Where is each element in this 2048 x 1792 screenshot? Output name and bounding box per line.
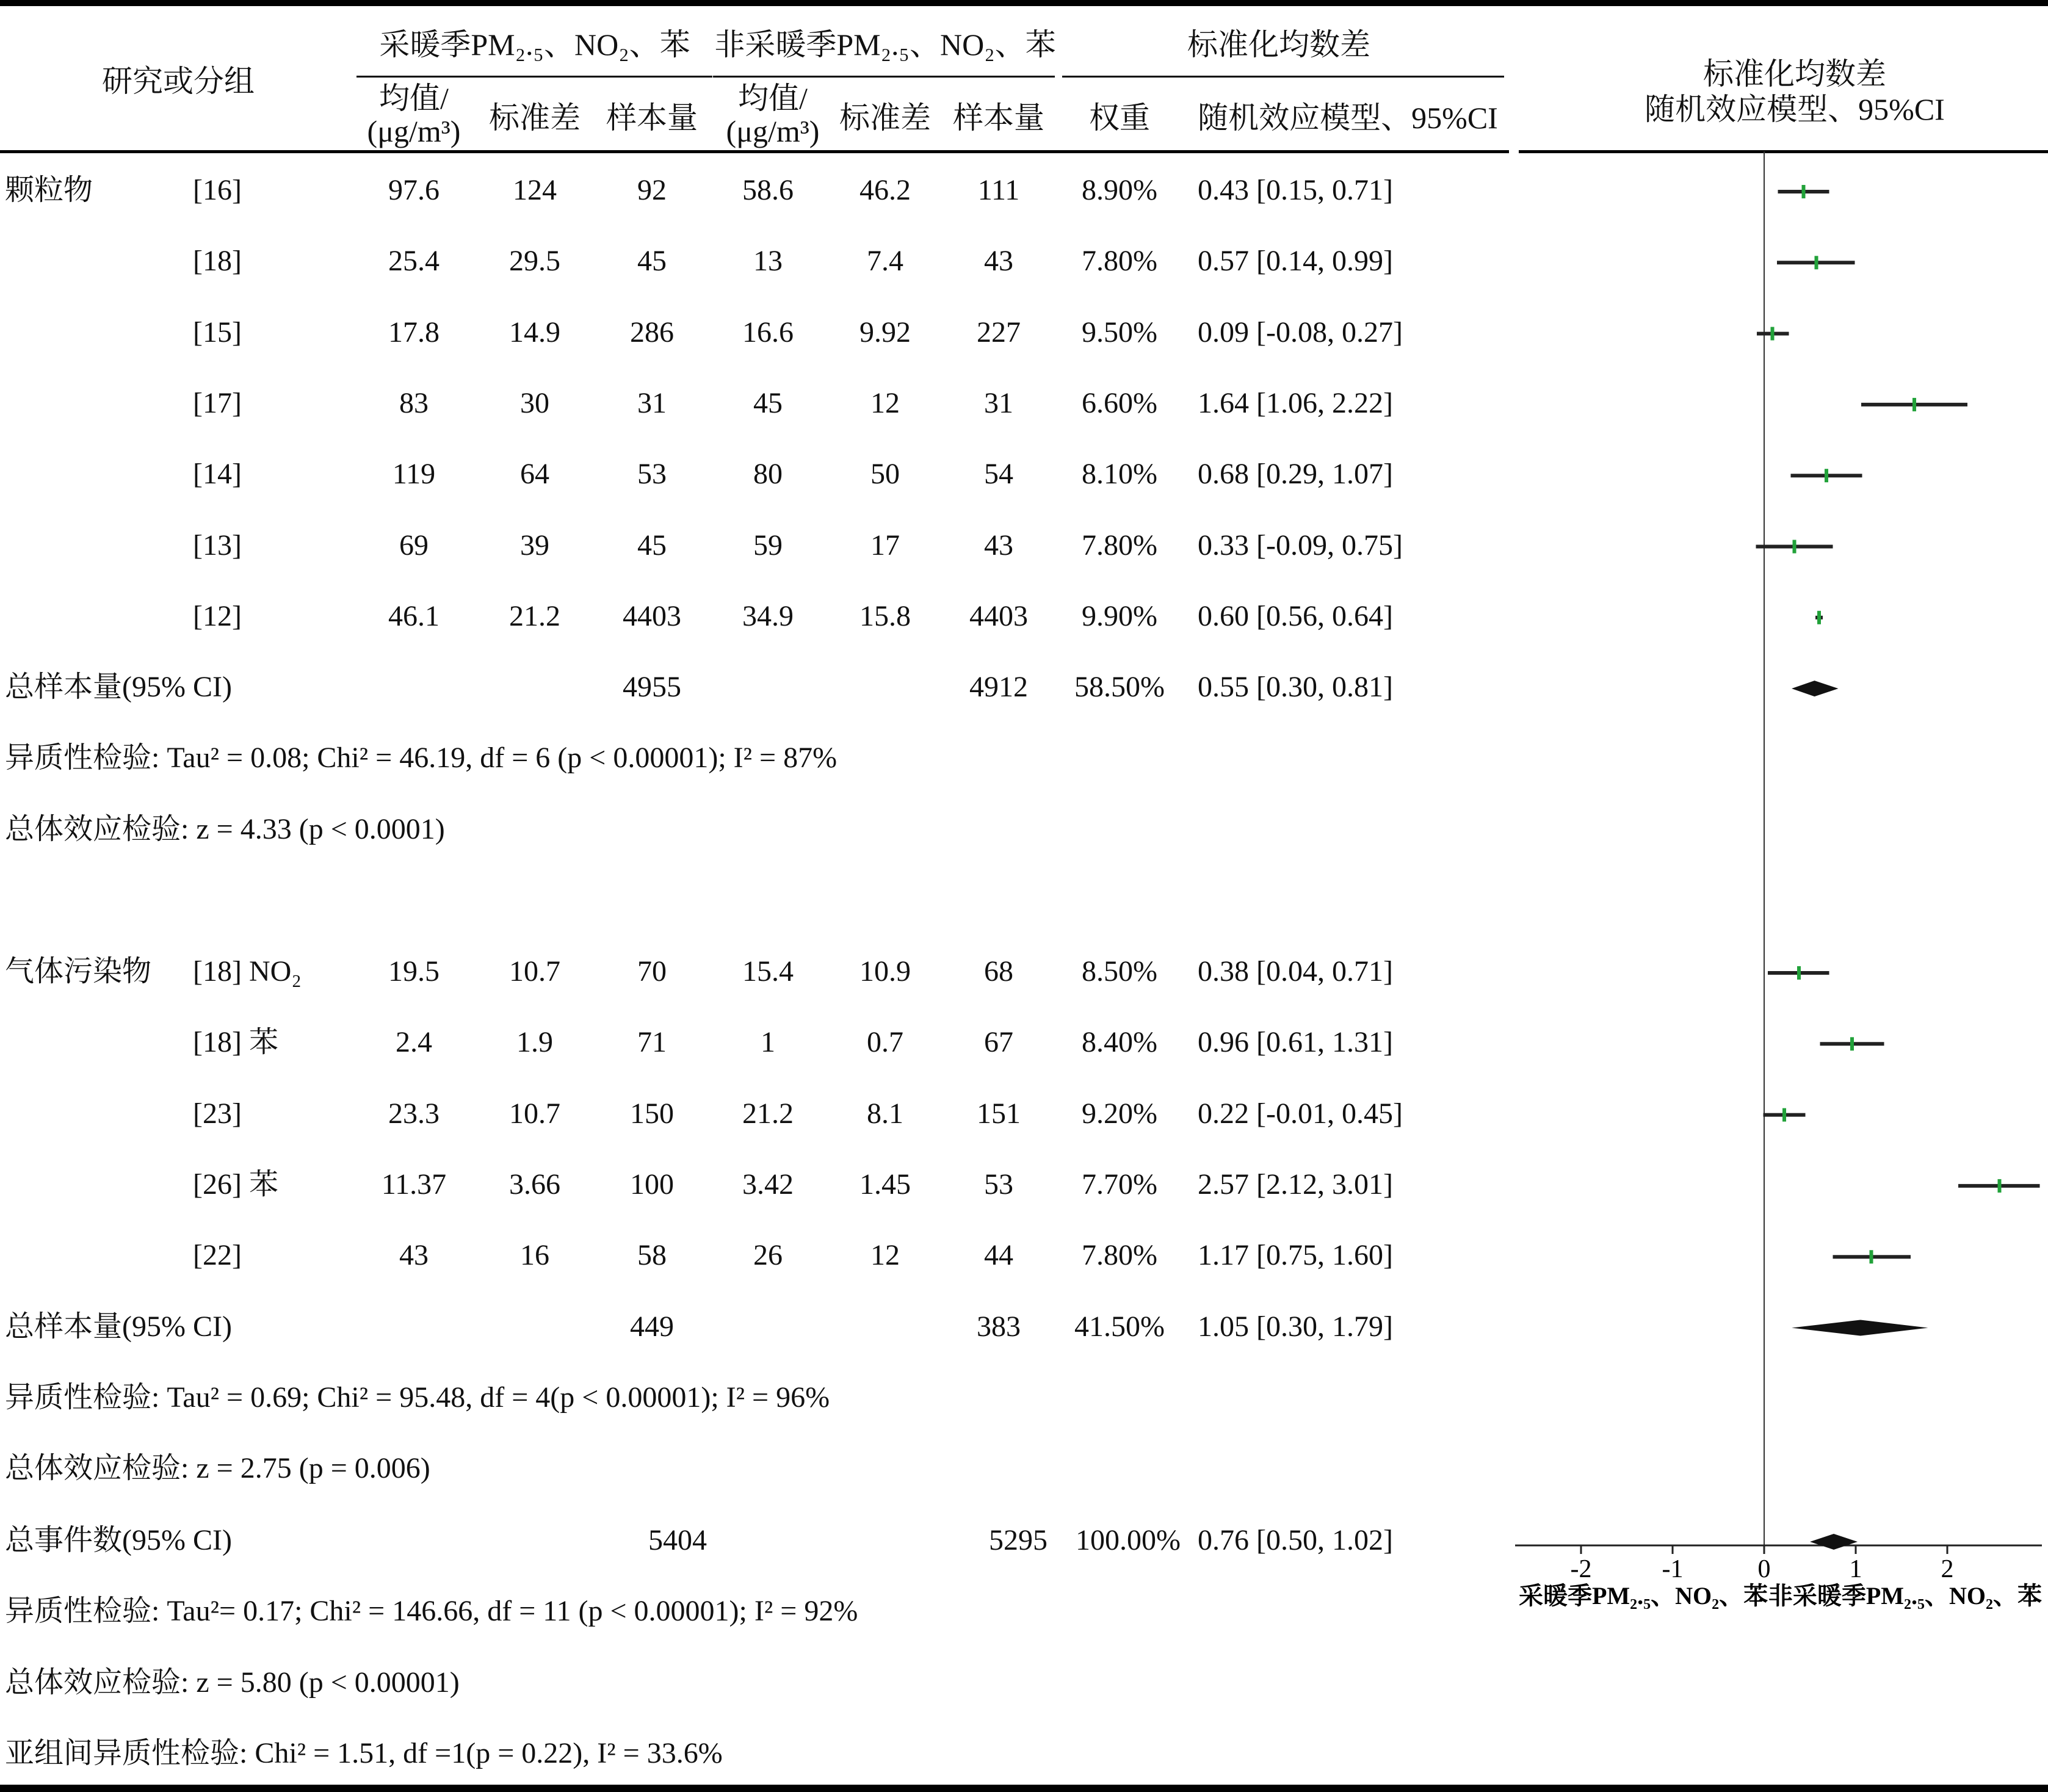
subtotal-ci: 1.05 [0.30, 1.79] — [1198, 1310, 1393, 1343]
g1-sd-header: 标准差 — [489, 101, 581, 135]
grand-total-ci: 0.76 [0.50, 1.02] — [1198, 1524, 1393, 1556]
cell-m1: 97.6 — [388, 174, 440, 206]
cell-weight: 8.40% — [1082, 1026, 1157, 1059]
cell-weight: 9.20% — [1082, 1097, 1157, 1130]
cell-n2: 31 — [984, 386, 1013, 419]
cell-sd1: 21.2 — [509, 599, 560, 632]
overall-effect-test: 总体效应检验: z = 4.33 (p < 0.0001) — [5, 812, 445, 845]
subtotal-ci: 0.55 [0.30, 0.81] — [1198, 671, 1393, 704]
cell-ci: 0.57 [0.14, 0.99] — [1198, 245, 1393, 278]
cell-m2: 59 — [753, 529, 783, 562]
point-estimate — [1815, 256, 1818, 269]
x-tick-label: -1 — [1662, 1555, 1684, 1583]
g1-n-header: 样本量 — [606, 101, 698, 135]
group2-title: 非采暖季PM₂.₅、NO₂、苯 — [714, 27, 1056, 62]
x-label-left: 采暖季PM₂.₅、NO₂、苯 — [1519, 1582, 1768, 1610]
cell-n2: 43 — [984, 529, 1013, 562]
cell-sd1: 124 — [513, 174, 557, 206]
cell-ci: 1.17 [0.75, 1.60] — [1198, 1239, 1393, 1272]
cell-sd2: 10.9 — [859, 955, 911, 988]
cell-m1: 119 — [392, 458, 436, 491]
study-label: [18] — [193, 245, 242, 278]
g2-sd-header: 标准差 — [839, 101, 931, 135]
point-estimate — [1850, 1037, 1854, 1050]
cell-weight: 7.80% — [1082, 245, 1157, 278]
point-estimate — [1870, 1250, 1873, 1263]
cell-weight: 9.90% — [1082, 599, 1157, 632]
cell-n2: 151 — [977, 1097, 1021, 1130]
study-label: [14] — [193, 458, 242, 491]
cell-sd2: 8.1 — [867, 1097, 903, 1130]
study-label: [15] — [193, 316, 242, 349]
study-label: [18] 苯 — [193, 1026, 278, 1059]
cell-n2: 43 — [984, 245, 1013, 278]
cell-n2: 67 — [984, 1026, 1013, 1059]
g1-mean-header-l2: (μg/m³) — [367, 114, 461, 148]
heterogeneity-test: 异质性检验: Tau² = 0.08; Chi² = 46.19, df = 6 (p < 0.00001); I² = 87% — [5, 742, 838, 775]
grand-total-n1: 5404 — [648, 1524, 707, 1556]
grand-total-weight: 100.00% — [1076, 1524, 1181, 1556]
x-label-right: 非采暖季PM₂.₅、NO₂、苯 — [1768, 1582, 2042, 1610]
cell-sd2: 50 — [870, 458, 900, 491]
cell-m1: 17.8 — [388, 316, 440, 349]
grand-heterogeneity-test: 异质性检验: Tau²= 0.17; Chi² = 146.66, df = 11 (p < 0.00001); I² = 92% — [5, 1595, 858, 1628]
heterogeneity-test: 异质性检验: Tau² = 0.69; Chi² = 95.48, df = 4(p < 0.00001); I² = 96% — [5, 1381, 830, 1414]
cell-sd1: 1.9 — [516, 1026, 553, 1059]
cell-m2: 45 — [753, 386, 783, 419]
plot-title-line1: 标准化均数差 — [1703, 57, 1886, 91]
group1-title: 采暖季PM₂.₅、NO₂、苯 — [379, 27, 690, 62]
cell-n1: 45 — [637, 529, 667, 562]
cell-n2: 227 — [977, 316, 1021, 349]
study-label: [26] 苯 — [193, 1168, 278, 1201]
cell-n1: 92 — [637, 174, 667, 206]
subgroup-difference-test: 亚组间异质性检验: Chi² = 1.51, df =1(p = 0.22), I² = 33.6% — [5, 1736, 723, 1769]
cell-sd2: 12 — [870, 386, 900, 419]
cell-m2: 16.6 — [742, 316, 794, 349]
cell-ci: 0.43 [0.15, 0.71] — [1198, 174, 1393, 206]
summary-diamond — [1792, 681, 1839, 696]
cell-weight: 9.50% — [1082, 316, 1157, 349]
cell-weight: 8.90% — [1082, 174, 1157, 206]
cell-weight: 7.80% — [1082, 529, 1157, 562]
x-tick-label: 2 — [1941, 1555, 1954, 1583]
study-column-header: 研究或分组 — [102, 64, 255, 98]
cell-sd1: 16 — [520, 1239, 549, 1272]
cell-n1: 150 — [630, 1097, 674, 1130]
cell-m2: 15.4 — [742, 955, 794, 988]
cell-ci: 0.22 [-0.01, 0.45] — [1198, 1097, 1403, 1130]
cell-n1: 71 — [637, 1026, 667, 1059]
grand-total-label: 总事件数(95% CI) — [5, 1524, 232, 1556]
cell-m2: 58.6 — [742, 174, 794, 206]
g2-n-header: 样本量 — [953, 101, 1044, 135]
cell-weight: 7.70% — [1082, 1168, 1157, 1201]
point-estimate — [1998, 1179, 2002, 1193]
study-label: [23] — [193, 1097, 242, 1130]
x-tick-label: 1 — [1849, 1555, 1862, 1583]
cell-m2: 80 — [753, 458, 783, 491]
cell-sd2: 12 — [870, 1239, 900, 1272]
study-label: [22] — [193, 1239, 242, 1272]
cell-ci: 0.96 [0.61, 1.31] — [1198, 1026, 1393, 1059]
cell-sd2: 1.45 — [859, 1168, 911, 1201]
point-estimate — [1793, 540, 1797, 554]
cell-sd2: 0.7 — [867, 1026, 903, 1059]
cell-sd1: 64 — [520, 458, 549, 491]
subtotal-n2: 4912 — [969, 671, 1028, 704]
cell-ci: 1.64 [1.06, 2.22] — [1198, 386, 1393, 419]
cell-n1: 58 — [637, 1239, 667, 1272]
subtotal-n1: 4955 — [623, 671, 681, 704]
cell-m1: 69 — [399, 529, 429, 562]
cell-n1: 31 — [637, 386, 667, 419]
cell-n1: 45 — [637, 245, 667, 278]
cell-weight: 8.10% — [1082, 458, 1157, 491]
g2-mean-header-l1: 均值/ — [738, 81, 808, 115]
summary-diamond — [1792, 1320, 1928, 1336]
cell-n2: 68 — [984, 955, 1013, 988]
study-label: [13] — [193, 529, 242, 562]
cell-sd2: 17 — [870, 529, 900, 562]
study-label: [12] — [193, 599, 242, 632]
point-estimate — [1912, 398, 1916, 411]
cell-m1: 43 — [399, 1239, 429, 1272]
cell-ci: 0.09 [-0.08, 0.27] — [1198, 316, 1403, 349]
cell-ci: 0.33 [-0.09, 0.75] — [1198, 529, 1403, 562]
x-tick-label: 0 — [1757, 1555, 1771, 1583]
ci-header: 随机效应模型、95%CI — [1198, 101, 1498, 135]
point-estimate — [1817, 611, 1821, 624]
cell-m2: 21.2 — [742, 1097, 794, 1130]
cell-sd2: 7.4 — [867, 245, 903, 278]
cell-m1: 23.3 — [388, 1097, 440, 1130]
cell-ci: 0.68 [0.29, 1.07] — [1198, 458, 1393, 491]
point-estimate — [1797, 966, 1801, 980]
cell-n1: 286 — [630, 316, 674, 349]
cell-sd1: 3.66 — [509, 1168, 560, 1201]
cell-weight: 6.60% — [1082, 386, 1157, 419]
cell-ci: 2.57 [2.12, 3.01] — [1198, 1168, 1393, 1201]
cell-m1: 46.1 — [388, 599, 440, 632]
cell-m2: 13 — [753, 245, 783, 278]
cell-sd1: 14.9 — [509, 316, 560, 349]
cell-m1: 2.4 — [396, 1026, 432, 1059]
group-name: 颗粒物 — [5, 174, 93, 206]
cell-m1: 11.37 — [381, 1168, 447, 1201]
cell-sd2: 15.8 — [859, 599, 911, 632]
cell-n2: 4403 — [969, 599, 1028, 632]
cell-sd1: 10.7 — [509, 955, 560, 988]
cell-n2: 54 — [984, 458, 1013, 491]
cell-sd1: 39 — [520, 529, 549, 562]
grand-overall-effect-test: 总体效应检验: z = 5.80 (p < 0.00001) — [5, 1666, 460, 1699]
summary-diamond — [1810, 1534, 1858, 1550]
cell-ci: 0.60 [0.56, 0.64] — [1198, 599, 1393, 632]
cell-m1: 83 — [399, 386, 429, 419]
weight-header: 权重 — [1089, 101, 1150, 135]
point-estimate — [1802, 185, 1806, 198]
cell-n1: 100 — [630, 1168, 674, 1201]
cell-n1: 70 — [637, 955, 667, 988]
cell-n2: 53 — [984, 1168, 1013, 1201]
cell-sd1: 30 — [520, 386, 549, 419]
study-label: [16] — [193, 174, 242, 206]
study-label: [18] NO₂ — [193, 955, 302, 988]
cell-weight: 7.80% — [1082, 1239, 1157, 1272]
x-tick-label: -2 — [1570, 1555, 1592, 1583]
subtotal-weight: 41.50% — [1074, 1310, 1165, 1343]
point-estimate — [1782, 1108, 1786, 1122]
cell-n1: 53 — [637, 458, 667, 491]
subtotal-n2: 383 — [977, 1310, 1021, 1343]
cell-m2: 34.9 — [742, 599, 794, 632]
plot-title-line2: 随机效应模型、95%CI — [1645, 92, 1945, 126]
cell-m2: 26 — [753, 1239, 783, 1272]
smd-title: 标准化均数差 — [1187, 27, 1370, 62]
point-estimate — [1771, 327, 1775, 341]
cell-ci: 0.38 [0.04, 0.71] — [1198, 955, 1393, 988]
g2-mean-header-l2: (μg/m³) — [726, 114, 820, 148]
cell-sd2: 46.2 — [859, 174, 911, 206]
cell-m2: 1 — [761, 1026, 775, 1059]
cell-m1: 25.4 — [388, 245, 440, 278]
cell-n2: 111 — [977, 174, 1020, 206]
cell-sd2: 9.92 — [859, 316, 911, 349]
cell-m1: 19.5 — [388, 955, 440, 988]
group-name: 气体污染物 — [5, 955, 152, 988]
grand-total-n2: 5295 — [989, 1524, 1048, 1556]
point-estimate — [1825, 469, 1828, 482]
cell-n2: 44 — [984, 1239, 1013, 1272]
subtotal-label: 总样本量(95% CI) — [5, 671, 232, 704]
g1-mean-header-l1: 均值/ — [379, 81, 449, 115]
study-label: [17] — [193, 386, 242, 419]
overall-effect-test: 总体效应检验: z = 2.75 (p = 0.006) — [5, 1452, 430, 1485]
subtotal-weight: 58.50% — [1074, 671, 1165, 704]
cell-sd1: 29.5 — [509, 245, 560, 278]
subtotal-n1: 449 — [630, 1310, 674, 1343]
cell-m2: 3.42 — [742, 1168, 794, 1201]
cell-weight: 8.50% — [1082, 955, 1157, 988]
cell-sd1: 10.7 — [509, 1097, 560, 1130]
cell-n1: 4403 — [623, 599, 681, 632]
subtotal-label: 总样本量(95% CI) — [5, 1310, 232, 1343]
